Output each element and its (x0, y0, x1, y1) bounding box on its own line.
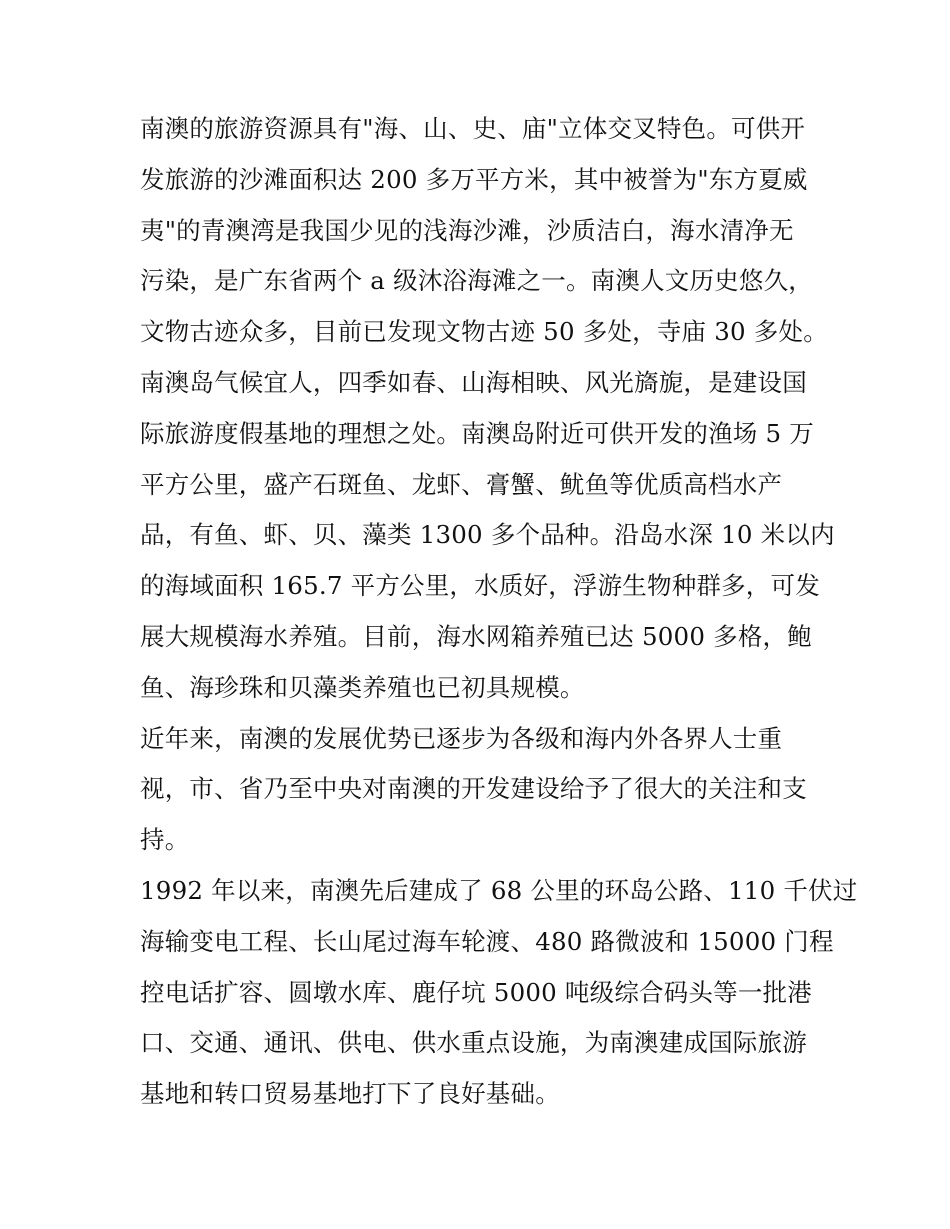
paragraph-tourism-resources (140, 104, 835, 714)
text-line: 海输变电工程、长山尾过海车轮渡、480 路微波和 15000 门程 (140, 926, 834, 956)
text-line: 夷"的青澳湾是我国少见的浅海沙滩，沙质洁白，海水清净无 (140, 215, 794, 245)
paragraph-development-attention (140, 714, 816, 866)
document-body (140, 104, 858, 1120)
text-line: 南澳的旅游资源具有"海、山、史、庙"立体交叉特色。可供开 (140, 114, 806, 143)
text-line: 1992 年以来，南澳先后建成了 68 公里的环岛公路、110 千伏过 (140, 875, 858, 905)
text-line: 文物古迹众多，目前已发现文物古迹 50 多处，寺庙 30 多处。 (140, 317, 828, 347)
text-line: 品，有鱼、虾、贝、藻类 1300 多个品种。沿岛水深 10 米以内 (140, 520, 835, 550)
text-line: 持。 (140, 825, 190, 855)
text-line: 展大规模海水养殖。目前，海水网箱养殖已达 5000 多格，鲍 (140, 621, 812, 651)
text-line: 平方公里，盛产石斑鱼、龙虾、膏蟹、鱿鱼等优质高档水产 (140, 469, 783, 499)
text-line: 际旅游度假基地的理想之处。南澳岛附近可供开发的渔场 5 万 (140, 418, 814, 448)
text-line: 基地和转口贸易基地打下了良好基础。 (140, 1079, 560, 1109)
text-line: 控电话扩容、圆墩水库、鹿仔坑 5000 吨级综合码头等一批港 (140, 977, 812, 1007)
paragraph-infrastructure (140, 866, 858, 1120)
text-line: 污染，是广东省两个 a 级沐浴海滩之一。南澳人文历史悠久， (140, 266, 813, 296)
text-line: 近年来，南澳的发展优势已逐步为各级和海内外各界人士重 (140, 723, 783, 753)
text-line: 视，市、省乃至中央对南澳的开发建设给予了很大的关注和支 (140, 774, 807, 804)
text-line: 的海域面积 165.7 平方公里，水质好，浮游生物种群多，可发 (140, 571, 820, 601)
text-line: 南澳岛气候宜人，四季如春、山海相映、风光旖旎，是建设国 (140, 367, 807, 397)
text-line: 口、交通、通讯、供电、供水重点设施，为南澳建成国际旅游 (140, 1028, 807, 1058)
text-line: 鱼、海珍珠和贝藻类养殖也已初具规模。 (140, 672, 585, 702)
text-line: 发旅游的沙滩面积达 200 多万平方米，其中被誉为"东方夏威 (140, 164, 808, 194)
